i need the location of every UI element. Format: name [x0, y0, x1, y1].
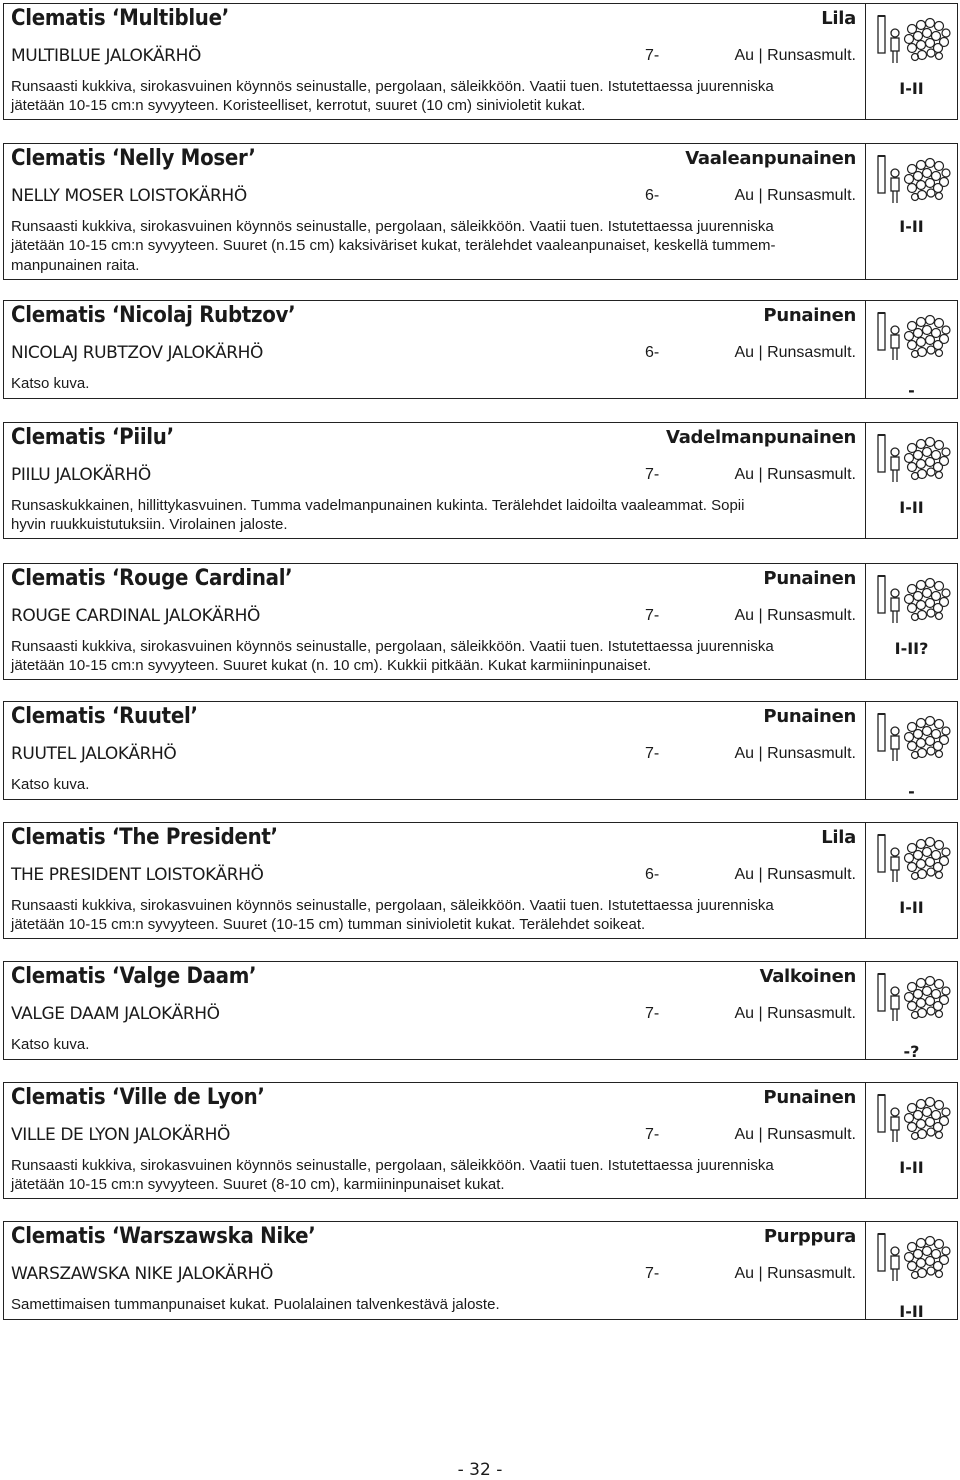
entry-side [866, 422, 958, 539]
plant-pictogram-icon [876, 574, 951, 626]
growing-zone: 6- [645, 866, 660, 883]
hardiness-rating: - [908, 381, 915, 400]
bloom-info: Au | Runsasmult. [734, 466, 856, 483]
growing-zone: 7- [645, 745, 660, 762]
description-line: Samettimaisen tummanpunaiset kukat. Puolalainen talvenkestävä jaloste. [11, 1296, 500, 1313]
bloom-info: Au | Runsasmult. [734, 607, 856, 624]
bloom-info: Au | Runsasmult. [734, 866, 856, 883]
plant-entry [3, 822, 958, 939]
entry-info [3, 1082, 866, 1199]
bloom-info: Au | Runsasmult. [734, 745, 856, 762]
hardiness-rating: I-II [899, 898, 924, 917]
description-line: Katso kuva. [11, 375, 90, 392]
plant-description [11, 637, 857, 676]
hardiness-rating: I-II? [894, 639, 929, 658]
entry-side [866, 143, 958, 280]
description-line: Runsaasti kukkiva, sirokasvuinen köynnös seinustalle, pergolaan, säleikköön. Vaatii tuen. Istutettaessa juurenniska [11, 638, 774, 655]
plant-pictogram-icon [876, 154, 951, 206]
entry-info [3, 300, 866, 399]
plant-pictogram-icon [876, 833, 951, 885]
plant-description [11, 374, 857, 393]
flower-color: Punainen [763, 568, 856, 589]
description-line: Runsaasti kukkiva, sirokasvuinen köynnös seinustalle, pergolaan, säleikköön. Vaatii tuen. Istutettaessa juurenniska [11, 218, 774, 235]
plant-description [11, 1156, 857, 1195]
hardiness-rating: I-II [899, 79, 924, 98]
plant-entry [3, 563, 958, 680]
plant-title: Clematis ‘Piilu’ [11, 425, 174, 450]
growing-zone: 7- [645, 607, 660, 624]
entry-info [3, 143, 866, 280]
plant-title: Clematis ‘Ruutel’ [11, 704, 198, 729]
description-line: jätetään 10-15 cm:n syvyyteen. Suuret (8-10 cm), karmiininpunaiset kukat. [11, 1176, 505, 1194]
hardiness-rating: - [908, 782, 915, 801]
plant-pictogram-icon [876, 1093, 951, 1145]
description-line: hyvin ruukkuistutuksiin. Virolainen jaloste. [11, 516, 288, 534]
entry-info [3, 563, 866, 680]
entry-info [3, 701, 866, 800]
flower-color: Purppura [763, 1226, 856, 1247]
bloom-info: Au | Runsasmult. [734, 1126, 856, 1143]
plant-title: Clematis ‘Nicolaj Rubtzov’ [11, 303, 296, 328]
description-line: Runsaasti kukkiva, sirokasvuinen köynnös seinustalle, pergolaan, säleikköön. Vaatii tuen. Istutettaessa juurenniska [11, 897, 774, 914]
flower-color: Punainen [763, 706, 856, 727]
finnish-name: ROUGE CARDINAL JALOKÄRHÖ [11, 606, 261, 626]
plant-title: Clematis ‘Rouge Cardinal’ [11, 566, 293, 591]
bloom-info: Au | Runsasmult. [734, 47, 856, 64]
plant-title: Clematis ‘Valge Daam’ [11, 964, 257, 989]
plant-entry [3, 300, 958, 399]
growing-zone: 6- [645, 187, 660, 204]
finnish-name: MULTIBLUE JALOKÄRHÖ [11, 46, 201, 66]
plant-pictogram-icon [876, 14, 951, 66]
flower-color: Vadelmanpunainen [666, 427, 856, 448]
plant-entry [3, 143, 958, 280]
plant-description [11, 77, 857, 116]
hardiness-rating: I-II [899, 217, 924, 236]
finnish-name: WARSZAWSKA NIKE JALOKÄRHÖ [11, 1264, 274, 1284]
flower-color: Punainen [763, 1087, 856, 1108]
flower-color: Valkoinen [759, 966, 856, 987]
plant-pictogram-icon [876, 433, 951, 485]
description-line: manpunainen raita. [11, 256, 140, 274]
plant-entry [3, 1221, 958, 1320]
description-line: Katso kuva. [11, 1036, 90, 1053]
flower-color: Lila [821, 8, 856, 29]
plant-description [11, 896, 857, 935]
plant-title: Clematis ‘The President’ [11, 825, 278, 850]
plant-description [11, 496, 857, 535]
growing-zone: 6- [645, 344, 660, 361]
entry-side [866, 3, 958, 120]
plant-pictogram-icon [876, 311, 951, 363]
hardiness-rating: I-II [899, 1302, 924, 1321]
entry-side [866, 1082, 958, 1199]
flower-color: Punainen [763, 305, 856, 326]
description-line: jätetään 10-15 cm:n syvyyteen. Suuret (10-15 cm) tumman sinivioletit kukat. Terälehdet soikeat. [11, 916, 646, 934]
entry-info [3, 3, 866, 120]
description-line: jätetään 10-15 cm:n syvyyteen. Suuret (n.15 cm) kaksiväriset kukat, terälehdet vaaleanpunaiset, keskellä tummem- [11, 237, 776, 255]
plant-description [11, 1035, 857, 1054]
plant-title: Clematis ‘Multiblue’ [11, 6, 229, 31]
finnish-name: THE PRESIDENT LOISTOKÄRHÖ [11, 865, 264, 885]
bloom-info: Au | Runsasmult. [734, 344, 856, 361]
plant-entry [3, 1082, 958, 1199]
hardiness-rating: I-II [899, 498, 924, 517]
entry-side [866, 961, 958, 1060]
entry-side [866, 701, 958, 800]
finnish-name: VALGE DAAM JALOKÄRHÖ [11, 1004, 220, 1024]
entry-info [3, 822, 866, 939]
growing-zone: 7- [645, 1265, 660, 1282]
description-line: Katso kuva. [11, 776, 90, 793]
entry-info [3, 422, 866, 539]
plant-title: Clematis ‘Nelly Moser’ [11, 146, 256, 171]
hardiness-rating: I-II [899, 1158, 924, 1177]
plant-entry [3, 701, 958, 800]
description-line: Runsaskukkainen, hillittykasvuinen. Tumma vadelmanpunainen kukinta. Terälehdet laidoilta vaaleammat. Sopii [11, 497, 745, 514]
plant-title: Clematis ‘Ville de Lyon’ [11, 1085, 265, 1110]
finnish-name: VILLE DE LYON JALOKÄRHÖ [11, 1125, 230, 1145]
entry-side [866, 822, 958, 939]
plant-entry [3, 422, 958, 539]
description-line: Runsaasti kukkiva, sirokasvuinen köynnös seinustalle, pergolaan, säleikköön. Vaatii tuen. Istutettaessa juurenniska [11, 1157, 774, 1174]
entry-side [866, 300, 958, 399]
plant-entry [3, 3, 958, 120]
finnish-name: NICOLAJ RUBTZOV JALOKÄRHÖ [11, 343, 263, 363]
finnish-name: PIILU JALOKÄRHÖ [11, 465, 151, 485]
description-line: jätetään 10-15 cm:n syvyyteen. Koristeelliset, kerrotut, suuret (10 cm) sinivioletit kukat. [11, 97, 586, 115]
plant-description [11, 217, 857, 275]
bloom-info: Au | Runsasmult. [734, 187, 856, 204]
entry-side [866, 563, 958, 680]
plant-entry [3, 961, 958, 1060]
plant-title: Clematis ‘Warszawska Nike’ [11, 1224, 316, 1249]
flower-color: Vaaleanpunainen [685, 148, 856, 169]
plant-pictogram-icon [876, 1232, 951, 1284]
bloom-info: Au | Runsasmult. [734, 1265, 856, 1282]
entry-info [3, 961, 866, 1060]
finnish-name: NELLY MOSER LOISTOKÄRHÖ [11, 186, 247, 206]
growing-zone: 7- [645, 1005, 660, 1022]
growing-zone: 7- [645, 47, 660, 64]
plant-description [11, 775, 857, 794]
description-line: Runsaasti kukkiva, sirokasvuinen köynnös seinustalle, pergolaan, säleikköön. Vaatii tuen. Istutettaessa juurenniska [11, 78, 774, 95]
bloom-info: Au | Runsasmult. [734, 1005, 856, 1022]
finnish-name: RUUTEL JALOKÄRHÖ [11, 744, 177, 764]
page-number: - 32 - [457, 1460, 503, 1480]
plant-pictogram-icon [876, 712, 951, 764]
plant-description [11, 1295, 857, 1314]
growing-zone: 7- [645, 466, 660, 483]
hardiness-rating: -? [903, 1042, 920, 1061]
entry-info [3, 1221, 866, 1320]
entry-side [866, 1221, 958, 1320]
description-line: jätetään 10-15 cm:n syvyyteen. Suuret kukat (n. 10 cm). Kukkii pitkään. Kukat karmiininpunaiset. [11, 657, 652, 675]
growing-zone: 7- [645, 1126, 660, 1143]
plant-pictogram-icon [876, 972, 951, 1024]
flower-color: Lila [821, 827, 856, 848]
